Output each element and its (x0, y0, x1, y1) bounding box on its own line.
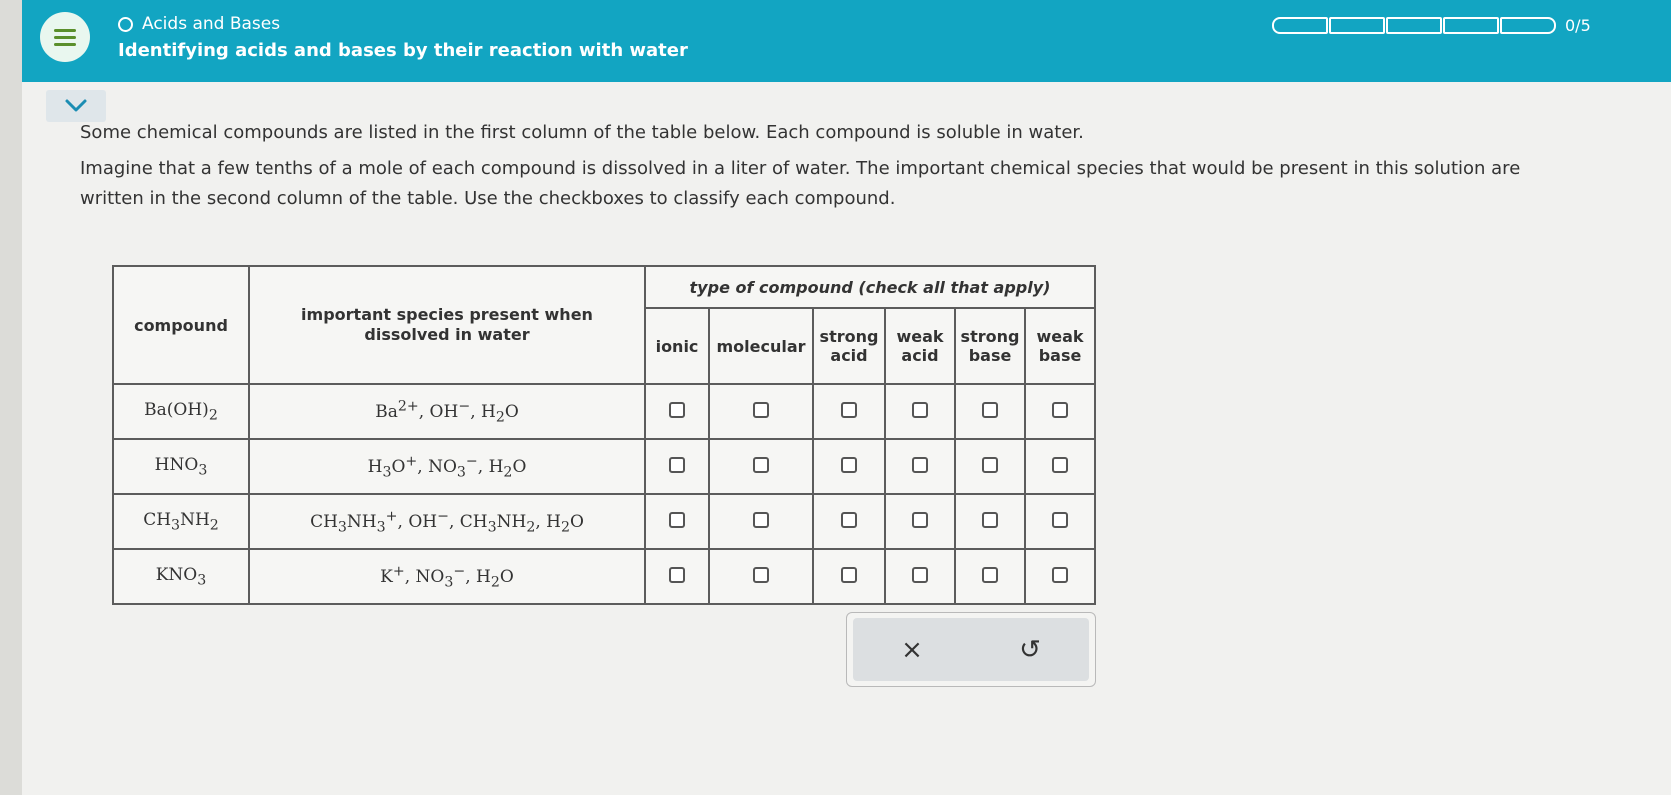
molecular-checkbox[interactable] (753, 512, 769, 528)
header-weak-acid: weak acid (885, 308, 955, 384)
strong-base-checkbox[interactable] (982, 512, 998, 528)
species-formula: $Ba^{2+}$, OH−, $H_2O$ (375, 397, 519, 426)
weak-acid-checkbox-cell (885, 549, 955, 604)
species-cell (249, 384, 645, 439)
compound-cell (113, 549, 249, 604)
ionic-checkbox[interactable] (669, 402, 685, 418)
species-formula: K+, $NO_3^-$, $H_2O$ (380, 562, 514, 591)
header-type-label: type of compound (check all that apply) (689, 277, 1051, 297)
hamburger-menu-icon (54, 29, 76, 32)
progress-segment (1386, 17, 1442, 34)
weak-acid-checkbox-cell (885, 494, 955, 549)
progress-segment (1500, 17, 1556, 34)
molecular-checkbox-cell (709, 549, 813, 604)
species-formula: $CH_3NH_3^+$, OH−, $CH_3NH_2$, $H_2O$ (310, 507, 584, 536)
answer-actions (846, 612, 1096, 687)
header-ionic: ionic (645, 308, 709, 384)
compound-formula-baoh2: $Ba(OH)_2$ (144, 399, 218, 424)
close-icon: × (901, 634, 923, 665)
strong-base-checkbox-cell (955, 549, 1025, 604)
header-type (645, 266, 1095, 308)
molecular-checkbox[interactable] (753, 402, 769, 418)
strong-acid-checkbox-cell (813, 549, 885, 604)
weak-base-checkbox[interactable] (1052, 512, 1068, 528)
strong-base-checkbox-cell (955, 494, 1025, 549)
table-row (113, 384, 1095, 439)
header-species: important species present when dissolved in water (249, 266, 645, 384)
strong-base-checkbox-cell (955, 439, 1025, 494)
progress-segment (1443, 17, 1499, 34)
molecular-checkbox-cell (709, 494, 813, 549)
header-strong-base: strong base (955, 308, 1025, 384)
progress-segment (1329, 17, 1385, 34)
table-row (113, 494, 1095, 549)
header-weak-base: weak base (1025, 308, 1095, 384)
molecular-checkbox[interactable] (753, 457, 769, 473)
undo-button[interactable] (1019, 635, 1041, 665)
topic-title (118, 14, 280, 34)
table-row (113, 439, 1095, 494)
strong-base-checkbox[interactable] (982, 567, 998, 583)
hamburger-menu-icon-line (54, 43, 76, 46)
weak-acid-checkbox[interactable] (912, 512, 928, 528)
undo-icon: ↺ (1019, 634, 1041, 665)
compound-formula-hno3: $HNO_3$ (154, 454, 208, 479)
chevron-down-icon (63, 98, 89, 114)
weak-acid-checkbox-cell (885, 384, 955, 439)
strong-acid-checkbox-cell (813, 494, 885, 549)
species-formula: $H_3O^+$, $NO_3^-$, $H_2O$ (367, 452, 527, 481)
left-edge (0, 0, 22, 795)
strong-acid-checkbox-cell (813, 439, 885, 494)
ionic-checkbox[interactable] (669, 512, 685, 528)
compound-formula-kno3: $KNO_3$ (155, 564, 207, 589)
header-molecular: molecular (709, 308, 813, 384)
hamburger-menu-icon-line (54, 36, 76, 39)
ionic-checkbox-cell (645, 384, 709, 439)
strong-acid-checkbox[interactable] (841, 567, 857, 583)
action-buttons (853, 618, 1089, 681)
weak-base-checkbox-cell (1025, 549, 1095, 604)
weak-base-checkbox-cell (1025, 384, 1095, 439)
ionic-checkbox-cell (645, 439, 709, 494)
ionic-checkbox-cell (645, 494, 709, 549)
weak-base-checkbox[interactable] (1052, 567, 1068, 583)
weak-base-checkbox[interactable] (1052, 457, 1068, 473)
strong-acid-checkbox-cell (813, 384, 885, 439)
instruction-line-1: Some chemical compounds are listed in the first column of the table below. Each compound is soluble in water. (80, 122, 1084, 143)
strong-base-checkbox-cell (955, 384, 1025, 439)
species-cell (249, 494, 645, 549)
compound-cell (113, 439, 249, 494)
header-compound: compound (113, 266, 249, 384)
weak-base-checkbox-cell (1025, 494, 1095, 549)
topic-label: Acids and Bases (142, 14, 281, 34)
circle-outline-icon (118, 17, 133, 32)
progress-count: 0/5 (1565, 16, 1591, 35)
compound-formula-ch3nh2: $CH_3NH_2$ (143, 509, 219, 534)
weak-base-checkbox-cell (1025, 439, 1095, 494)
progress-segment (1272, 17, 1328, 34)
menu-button[interactable] (40, 12, 90, 62)
weak-acid-checkbox[interactable] (912, 402, 928, 418)
clear-button[interactable] (901, 635, 923, 665)
molecular-checkbox[interactable] (753, 567, 769, 583)
strong-acid-checkbox[interactable] (841, 512, 857, 528)
compound-cell (113, 384, 249, 439)
strong-acid-checkbox[interactable] (841, 402, 857, 418)
header-bar (22, 0, 1671, 82)
header-strong-acid: strong acid (813, 308, 885, 384)
weak-acid-checkbox-cell (885, 439, 955, 494)
weak-acid-checkbox[interactable] (912, 457, 928, 473)
ionic-checkbox[interactable] (669, 567, 685, 583)
classification-table (112, 265, 1096, 605)
compound-cell (113, 494, 249, 549)
instruction-line-3: written in the second column of the table. Use the checkboxes to classify each compound. (80, 188, 896, 209)
species-cell (249, 549, 645, 604)
ionic-checkbox[interactable] (669, 457, 685, 473)
table-row (113, 549, 1095, 604)
page-title: Identifying acids and bases by their reaction with water (118, 40, 688, 61)
strong-base-checkbox[interactable] (982, 457, 998, 473)
weak-base-checkbox[interactable] (1052, 402, 1068, 418)
strong-acid-checkbox[interactable] (841, 457, 857, 473)
instruction-line-2: Imagine that a few tenths of a mole of each compound is dissolved in a liter of water. The important chemical species that would be present in this solution are (80, 158, 1521, 179)
progress-indicator (1272, 16, 1591, 35)
species-cell (249, 439, 645, 494)
molecular-checkbox-cell (709, 439, 813, 494)
ionic-checkbox-cell (645, 549, 709, 604)
molecular-checkbox-cell (709, 384, 813, 439)
strong-base-checkbox[interactable] (982, 402, 998, 418)
weak-acid-checkbox[interactable] (912, 567, 928, 583)
